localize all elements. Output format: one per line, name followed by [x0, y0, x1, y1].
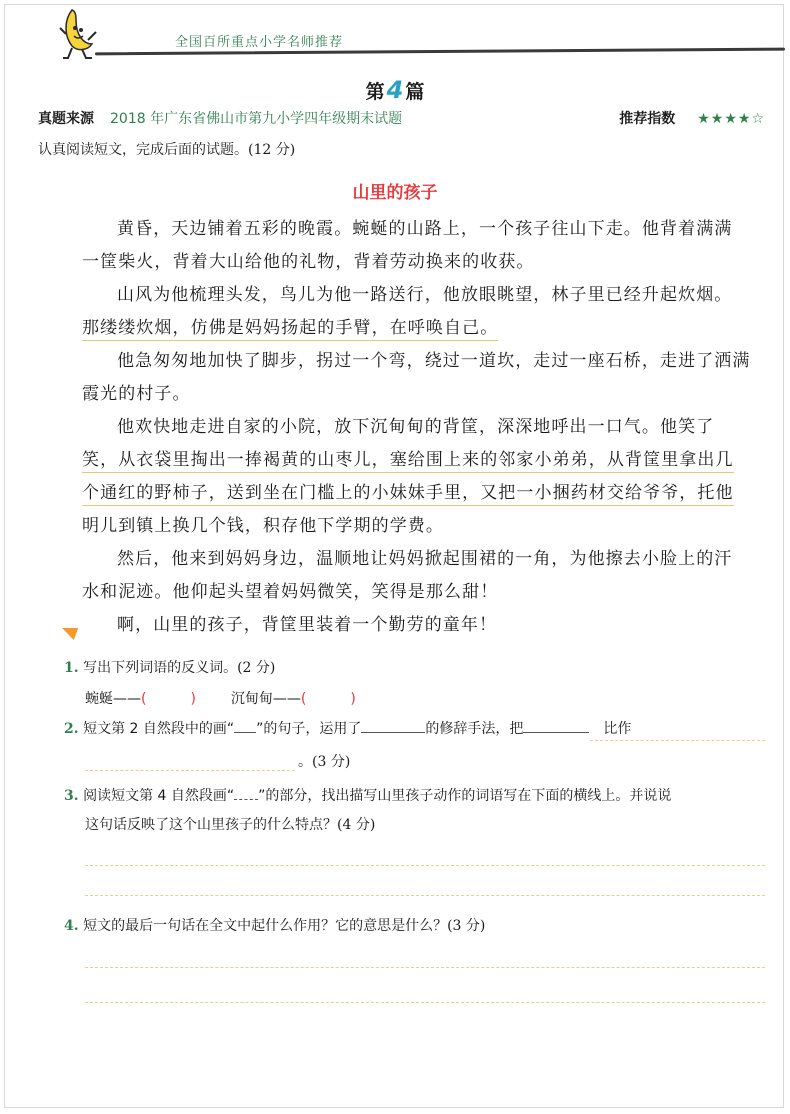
question-3-line2	[85, 814, 375, 834]
q2-text-d: 比作	[603, 721, 632, 737]
q2-mark-sample	[234, 732, 256, 733]
unit-suffix: 篇	[405, 81, 425, 103]
q1-blank-1-close: )	[190, 691, 196, 707]
story-line-underlined: 笑，从衣袋里掏出一捧褐黄的山枣儿，塞给围上来的邻家小弟弟，从背筐里拿出几	[82, 445, 734, 473]
q2-text-c: 的修辞手法，把	[425, 721, 524, 737]
source-label: 真题来源	[38, 111, 94, 127]
q3-text-a: 阅读短文第 4 自然段画“	[83, 788, 235, 804]
q2-answer-line[interactable]	[590, 740, 765, 741]
question-number: 1.	[64, 660, 79, 676]
unit-title	[0, 76, 790, 104]
recommend-index	[619, 108, 765, 128]
story-line-underlined: 个通红的野柿子，送到坐在门槛上的小妹妹手里，又把一小捆药材交给爷爷，托他	[82, 478, 734, 506]
source-row	[38, 108, 773, 128]
story-title: 山里的孩子	[352, 183, 438, 203]
question-text: 短文的最后一句话在全文中起什么作用？它的意思是什么？	[83, 918, 448, 934]
q1-blank-2-open: (	[300, 691, 307, 707]
q3-answer-line[interactable]	[85, 895, 765, 896]
q2-answer-line-2[interactable]	[85, 770, 295, 771]
question-points: (4 分)	[337, 817, 376, 833]
story-line: 水和泥迹。他仰起头望着妈妈微笑，笑得是那么甜！	[82, 582, 499, 602]
star-rating: ★★★★☆	[697, 111, 765, 127]
q3-mark-sample	[234, 799, 258, 800]
q1-word-1: 蜿蜒——	[85, 691, 141, 707]
story-line: 他急匆匆地加快了脚步，拐过一个弯，绕过一道坎，走过一座石桥，走进了洒满	[117, 351, 751, 371]
q1-blank-1-open: (	[141, 691, 147, 707]
question-points: (2 分)	[237, 660, 276, 676]
instruction-text: 认真阅读短文，完成后面的试题。	[38, 142, 248, 158]
story-line: 黄昏，天边铺着五彩的晚霞。蜿蜒的山路上，一个孩子往山下走。他背着满满	[117, 219, 733, 239]
story-line-underlined: 那缕缕炊烟，仿佛是妈妈扬起的手臂，在呼唤自己。	[82, 313, 498, 341]
instruction	[38, 139, 295, 159]
q2-blank-rhetoric[interactable]	[361, 732, 425, 733]
question-number: 3.	[64, 788, 79, 804]
story-line: 山风为他梳理头发，鸟儿为他一路送行，他放眼眺望，林子里已经升起炊烟。	[117, 285, 733, 305]
header-brand: 全国百所重点小学名师推荐	[175, 35, 344, 50]
q3-text-b: ”的部分，找出描写山里孩子动作的词语写在下面的横线上。并说说	[258, 788, 672, 804]
question-4	[64, 915, 485, 935]
q3-line2: 这句话反映了这个山里孩子的什么特点？	[85, 817, 337, 833]
unit-number: 4	[386, 76, 404, 104]
question-points: (3 分)	[312, 754, 351, 770]
story-line: 明儿到镇上换几个钱，积存他下学期的学费。	[82, 516, 444, 536]
q2-line2	[298, 751, 350, 771]
question-text: 写出下列词语的反义词。	[83, 660, 238, 676]
q1-word-2: 沉甸甸——	[230, 691, 301, 707]
source-text: 2018 年广东省佛山市第九小学四年级期末试题	[110, 111, 403, 127]
q4-answer-line[interactable]	[85, 967, 765, 968]
q2-line2-end: 。	[298, 754, 312, 770]
question-3	[64, 785, 671, 805]
story-line: 啊，山里的孩子，背筐里装着一个勤劳的童年！	[117, 615, 498, 635]
recommend-label: 推荐指数	[619, 111, 676, 127]
story-line: 他欢快地走进自家的小院，放下沉甸甸的背筐，深深地呼出一口气。他笑了	[117, 417, 715, 437]
instruction-points: (12 分)	[248, 142, 296, 158]
question-number: 4.	[64, 918, 79, 934]
question-1-answers	[85, 688, 356, 708]
q2-blank-object[interactable]	[523, 732, 589, 733]
q2-text-a: 短文第 2 自然段中的画“	[83, 721, 235, 737]
question-number: 2.	[64, 721, 79, 737]
q1-blank-2-close: )	[350, 691, 356, 707]
question-points: (3 分)	[447, 918, 486, 934]
q2-text-b: ”的句子，运用了	[256, 721, 362, 737]
q3-answer-line[interactable]	[85, 865, 765, 866]
question-2	[64, 718, 631, 738]
story-line: 霞光的村子。	[82, 384, 191, 404]
story-line: 一筐柴火，背着大山给他的礼物，背着劳动换来的收获。	[82, 252, 535, 272]
story-line: 然后，他来到妈妈身边，温顺地让妈妈掀起围裙的一角，为他擦去小脸上的汗	[117, 549, 733, 569]
unit-prefix: 第	[365, 81, 385, 103]
q4-answer-line[interactable]	[85, 1002, 765, 1003]
question-1	[64, 657, 275, 677]
